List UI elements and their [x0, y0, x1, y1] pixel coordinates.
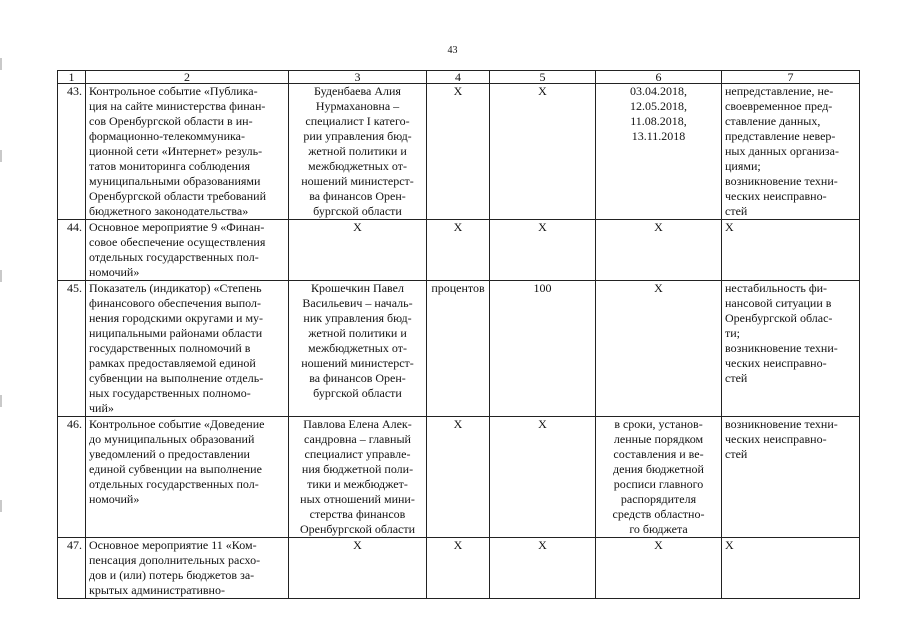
- item-description: [86, 84, 289, 220]
- cell-line: нестабильность фи-: [725, 281, 828, 295]
- scan-edge-mark: [0, 500, 2, 512]
- cell-line: ция на сайте министерства финан-: [89, 99, 266, 113]
- cell-line: Буденбаева Алия: [314, 84, 401, 98]
- cell-line: составления и ве-: [613, 447, 704, 461]
- header-cell: 2: [86, 71, 289, 84]
- cell-line: ных государственных полномо-: [89, 386, 251, 400]
- cell-line: ческих неисправно-: [725, 432, 827, 446]
- header-cell: 7: [722, 71, 860, 84]
- row-number: 43.: [58, 84, 86, 220]
- cell-line: стей: [725, 371, 748, 385]
- cell-line: возникновение техни-: [725, 174, 838, 188]
- cell-line: ленные порядком: [613, 432, 704, 446]
- cell-line: межбюджетных от-: [308, 341, 407, 355]
- cell-line: межбюджетных от-: [308, 159, 407, 173]
- cell-line: жетной политики и: [308, 144, 407, 158]
- cell-line: тики и межбюджет-: [307, 477, 408, 491]
- cell-line: ношений министерст-: [301, 174, 414, 188]
- unit-cell: [427, 281, 490, 417]
- risk-cell: [722, 417, 860, 538]
- header-cell: 5: [490, 71, 596, 84]
- cell-line: X: [453, 220, 463, 234]
- value-cell: [490, 538, 596, 599]
- cell-line: Оренбургской облас-: [725, 311, 833, 325]
- deadline-cell: [596, 417, 722, 538]
- table-row: [58, 281, 860, 417]
- cell-line: Показатель (индикатор) «Степень: [89, 281, 262, 295]
- cell-line: номочий»: [89, 265, 140, 279]
- cell-line: 03.04.2018,: [630, 84, 687, 98]
- cell-line: уведомлений о предоставлении: [89, 447, 250, 461]
- cell-line: чий»: [89, 401, 114, 415]
- cell-line: субвенции на выполнение отдель-: [89, 371, 264, 385]
- cell-line: стей: [725, 447, 748, 461]
- table-row: [58, 220, 860, 281]
- row-number: 46.: [58, 417, 86, 538]
- plan-table: [57, 70, 860, 599]
- cell-line: го бюджета: [629, 522, 688, 536]
- value-cell: [490, 281, 596, 417]
- value-cell: [490, 220, 596, 281]
- scan-edge-mark: [0, 150, 2, 162]
- cell-line: сов Оренбургской области в ин-: [89, 114, 253, 128]
- responsible-person: [289, 84, 427, 220]
- deadline-cell: [596, 84, 722, 220]
- cell-line: X: [654, 538, 663, 552]
- cell-line: сандровна – главный: [304, 432, 411, 446]
- cell-line: X: [453, 84, 463, 98]
- cell-line: процентов: [431, 281, 485, 295]
- deadline-cell: [596, 538, 722, 599]
- responsible-person: [289, 538, 427, 599]
- cell-line: жетной политики и: [308, 326, 407, 340]
- cell-line: номочий»: [89, 492, 140, 506]
- responsible-person: [289, 417, 427, 538]
- deadline-cell: [596, 281, 722, 417]
- cell-line: возникновение техни-: [725, 341, 838, 355]
- cell-line: Основное мероприятие 9 «Финан-: [89, 220, 265, 234]
- cell-line: Основное мероприятие 11 «Ком-: [89, 538, 257, 552]
- cell-line: Оренбургской области: [299, 522, 416, 536]
- cell-line: ниципальными районами области: [89, 326, 263, 340]
- cell-line: ных отношений мини-: [300, 492, 415, 506]
- item-description: [86, 538, 289, 599]
- risk-cell: [722, 84, 860, 220]
- item-description: [86, 281, 289, 417]
- header-row: [58, 71, 860, 84]
- cell-line: нансовой ситуации в: [725, 296, 832, 310]
- cell-line: X: [453, 538, 463, 552]
- cell-line: ти;: [725, 326, 740, 340]
- cell-line: отдельных государственных пол-: [89, 250, 259, 264]
- unit-cell: [427, 84, 490, 220]
- cell-line: X: [538, 84, 547, 98]
- cell-line: X: [353, 538, 362, 552]
- cell-line: до муниципальных образований: [89, 432, 255, 446]
- cell-line: X: [353, 220, 362, 234]
- row-number: 47.: [58, 538, 86, 599]
- cell-line: X: [538, 417, 547, 431]
- table-row: [58, 84, 860, 220]
- page-number: 43: [447, 45, 458, 56]
- cell-line: дения бюджетной: [613, 462, 704, 476]
- unit-cell: [427, 220, 490, 281]
- cell-line: 12.05.2018,: [630, 99, 687, 113]
- cell-line: Крошечкин Павел: [311, 281, 404, 295]
- cell-line: возникновение техни-: [725, 417, 838, 431]
- cell-line: 100: [533, 281, 552, 295]
- cell-line: пенсация дополнительных расхо-: [89, 553, 261, 567]
- cell-line: ставление данных,: [725, 114, 821, 128]
- row-number: 45.: [58, 281, 86, 417]
- cell-line: Павлова Елена Алек-: [303, 417, 412, 431]
- cell-line: бюджетного законодательства»: [89, 204, 249, 218]
- cell-line: X: [654, 220, 663, 234]
- unit-cell: [427, 538, 490, 599]
- unit-cell: [427, 417, 490, 538]
- cell-line: ния бюджетной поли-: [301, 462, 414, 476]
- row-number: 44.: [58, 220, 86, 281]
- cell-line: бургской области: [313, 386, 402, 400]
- cell-line: совое обеспечение осуществления: [89, 235, 266, 249]
- cell-line: средств областно-: [612, 507, 705, 521]
- cell-line: ва финансов Орен-: [309, 189, 406, 203]
- cell-line: X: [725, 220, 734, 234]
- cell-line: росписи главного: [613, 477, 704, 491]
- responsible-person: [289, 220, 427, 281]
- header-cell: 6: [596, 71, 722, 84]
- cell-line: ва финансов Орен-: [309, 371, 406, 385]
- cell-line: 11.08.2018,: [630, 114, 687, 128]
- header-cell: 1: [58, 71, 86, 84]
- cell-line: X: [538, 538, 547, 552]
- cell-line: в сроки, установ-: [614, 417, 703, 431]
- scan-edge-mark: [0, 395, 2, 407]
- cell-line: X: [725, 538, 734, 552]
- cell-line: X: [538, 220, 547, 234]
- cell-line: бургской области: [313, 204, 402, 218]
- cell-line: представление невер-: [725, 129, 836, 143]
- cell-line: X: [453, 417, 463, 431]
- item-description: [86, 417, 289, 538]
- cell-line: циями;: [725, 159, 761, 173]
- table-row: [58, 417, 860, 538]
- cell-line: стей: [725, 204, 748, 218]
- cell-line: Васильевич – началь-: [302, 296, 413, 310]
- responsible-person: [289, 281, 427, 417]
- scan-edge-mark: [0, 58, 2, 70]
- cell-line: непредставление, не-: [725, 84, 834, 98]
- table-row: [58, 538, 860, 599]
- cell-line: рамках предоставляемой единой: [89, 356, 256, 370]
- item-description: [86, 220, 289, 281]
- header-cell: 3: [289, 71, 427, 84]
- cell-line: татов мониторинга соблюдения: [89, 159, 251, 173]
- cell-line: Контрольное событие «Доведение: [89, 417, 265, 431]
- cell-line: Контрольное событие «Публика-: [89, 84, 258, 98]
- cell-line: Нурмахановна –: [315, 99, 400, 113]
- scan-edge-mark: [0, 270, 2, 282]
- cell-line: единой субвенции на выполнение: [89, 462, 262, 476]
- cell-line: распорядителя: [620, 492, 697, 506]
- value-cell: [490, 84, 596, 220]
- cell-line: дов и (или) потерь бюджетов за-: [89, 568, 255, 582]
- cell-line: крытых административно-: [89, 583, 225, 597]
- cell-line: ношений министерст-: [301, 356, 414, 370]
- cell-line: ник управления бюд-: [303, 311, 412, 325]
- cell-line: стерства финансов: [309, 507, 406, 521]
- cell-line: 13.11.2018: [631, 129, 686, 143]
- cell-line: специалист I катего-: [305, 114, 410, 128]
- cell-line: ческих неисправно-: [725, 356, 827, 370]
- risk-cell: [722, 220, 860, 281]
- value-cell: [490, 417, 596, 538]
- cell-line: финансового обеспечения выпол-: [89, 296, 261, 310]
- cell-line: ческих неисправно-: [725, 189, 827, 203]
- cell-line: Оренбургской области требований: [89, 189, 266, 203]
- cell-line: формационно-телекоммуника-: [89, 129, 245, 143]
- cell-line: государственных полномочий в: [89, 341, 251, 355]
- header-cell: 4: [427, 71, 490, 84]
- cell-line: муниципальными образованиями: [89, 174, 261, 188]
- cell-line: ционной сети «Интернет» резуль-: [89, 144, 263, 158]
- risk-cell: [722, 538, 860, 599]
- cell-line: нения городскими округами и му-: [89, 311, 264, 325]
- cell-line: отдельных государственных пол-: [89, 477, 259, 491]
- cell-line: рии управления бюд-: [303, 129, 412, 143]
- risk-cell: [722, 281, 860, 417]
- cell-line: ных данных организа-: [725, 144, 839, 158]
- cell-line: специалист управле-: [304, 447, 411, 461]
- deadline-cell: [596, 220, 722, 281]
- cell-line: X: [654, 281, 663, 295]
- cell-line: своевременное пред-: [725, 99, 833, 113]
